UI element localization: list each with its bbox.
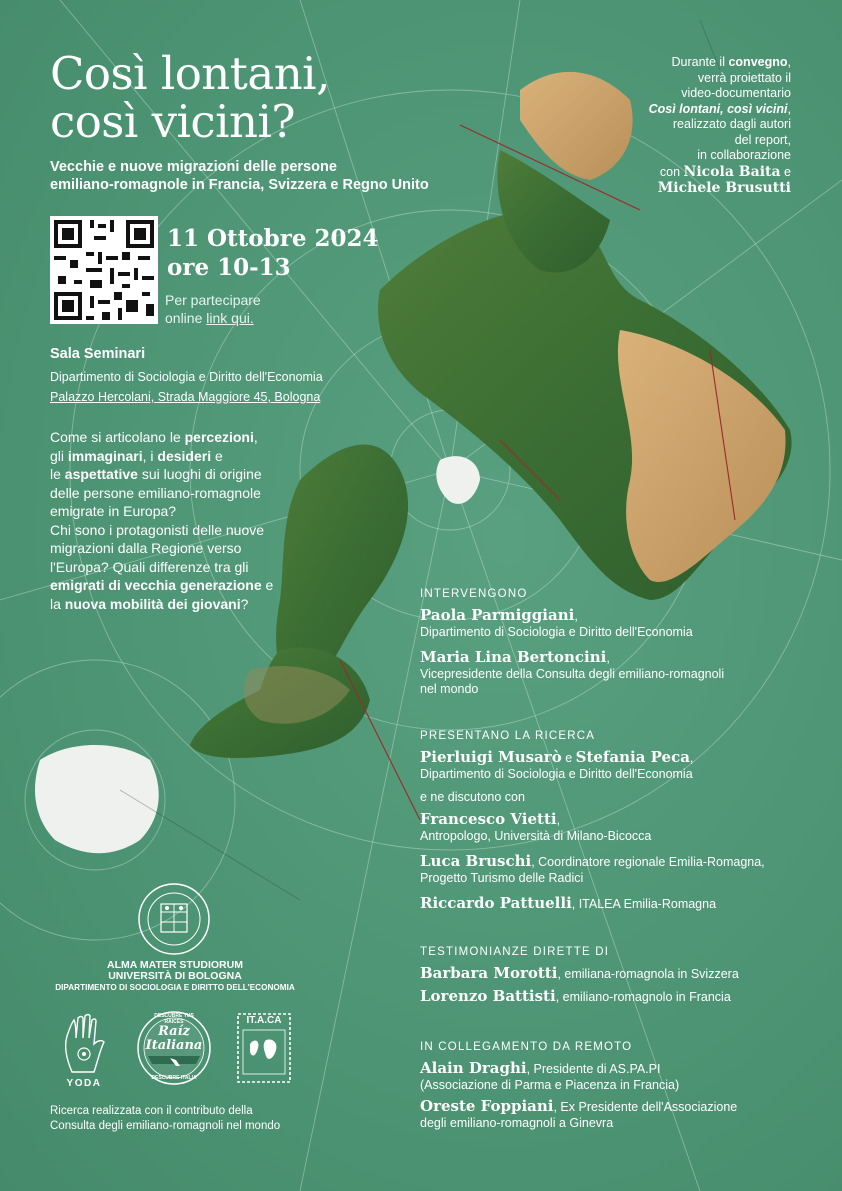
section-heading: INTERVENGONO — [420, 588, 528, 600]
online-text-2: online — [165, 310, 203, 326]
online-participation — [165, 291, 261, 327]
online-link[interactable]: link qui. — [206, 310, 254, 326]
page-title — [50, 47, 430, 148]
intro-text: Come si articolano le percezioni, gli immaginari, i desideri e le aspettative sui luoghi di origine delle persone emiliano-romagnole emigrate in Europa? Chi sono i protagonisti delle nuove migrazioni dalla Regione verso l'Europa? Quali differenze tra gli emigrati di vecchia generazione e la nuova mobilità dei giovani? — [50, 429, 274, 612]
event-time: ore 10-13 — [167, 254, 291, 281]
qr-code[interactable] — [50, 216, 158, 324]
section-heading: PRESENTANO LA RICERCA — [420, 730, 596, 742]
venue-department: Dipartimento di Sociologia e Diritto dell'Economia — [50, 370, 323, 384]
event-date-time — [167, 224, 379, 282]
speaker: Alain Draghi, Presidente di AS.PA.PI (Associazione di Parma e Piacenza in Francia) — [420, 1059, 680, 1092]
university-name: ALMA MATER STUDIORUM UNIVERSITÀ DI BOLOGNA DIPARTIMENTO DI SOCIOLOGIA E DIRITTO DELL'ECONOMIA — [55, 959, 295, 992]
research-credit: Ricerca realizzata con il contributo della Consulta degli emiliano-romagnoli nel mondo — [50, 1105, 281, 1132]
yoda-logo — [58, 1012, 110, 1076]
subtitle — [50, 158, 470, 194]
speaker: Maria Lina Bertoncini, Vicepresidente della Consulta degli emiliano-romagnoli nel mondo — [420, 648, 725, 696]
raiz-top-text: DESCUBRE TUS RAICES — [154, 1013, 194, 1025]
speaker: Barbara Morotti, emiliana-romagnola in Svizzera — [420, 964, 739, 982]
itaca-label: IT.A.CA — [246, 1015, 282, 1026]
university-seal-logo — [137, 882, 211, 956]
section-intervengono — [420, 588, 800, 705]
discussion-connector: e ne discutono con — [420, 790, 525, 804]
section-heading: TESTIMONIANZE DIRETTE DI — [420, 946, 610, 958]
venue-title: Sala Seminari — [50, 346, 146, 362]
raiz-bottom-text: DESCUBRE ITALIA — [151, 1075, 197, 1081]
title-line-1: Così lontani, — [50, 47, 330, 100]
italiana-label: Italiana — [145, 1038, 203, 1053]
documentary-note: Durante il convegno, verrà proiettato il video-documentario Così lontani, così vicini, realizzato dagli autori del report, in collaborazione con Nicola Baita e Michele Brusutti — [648, 55, 791, 196]
speaker: Riccardo Pattuelli, ITALEA Emilia-Romagna — [420, 894, 717, 912]
speaker: Luca Bruschi, Coordinatore regionale Emilia-Romagna, Progetto Turismo delle Radici — [420, 852, 765, 885]
speaker: Paola Parmiggiani, Dipartimento di Sociologia e Diritto dell'Economia — [420, 606, 693, 639]
subtitle-line-2: emiliano-romagnole in Francia, Svizzera e Regno Unito — [50, 177, 429, 193]
raiz-label: Raíz — [158, 1024, 190, 1039]
event-date: 11 Ottobre 2024 — [167, 225, 379, 252]
section-presentano — [420, 730, 800, 921]
speaker: Oreste Foppiani, Ex Presidente dell'Associazione degli emiliano-romagnoli a Ginevra — [420, 1097, 738, 1130]
section-remoto — [420, 1041, 800, 1139]
section-testimonianze — [420, 946, 800, 1014]
speaker: Pierluigi Musarò e Stefania Peca, Dipartimento di Sociologia e Diritto dell'Economia — [420, 748, 694, 781]
venue-address[interactable]: Palazzo Hercolani, Strada Maggiore 45, Bologna — [50, 390, 321, 404]
title-line-2: così vicini? — [50, 95, 295, 148]
speaker: Lorenzo Battisti, emiliano-romagnolo in Francia — [420, 987, 731, 1005]
subtitle-line-1: Vecchie e nuove migrazioni delle persone — [50, 159, 337, 175]
speaker: Francesco Vietti, Antropologo, Università di Milano-Bicocca — [420, 810, 652, 843]
section-heading: IN COLLEGAMENTO DA REMOTO — [420, 1041, 633, 1053]
online-text: Per partecipare — [165, 292, 261, 308]
yoda-label: YODA — [66, 1078, 102, 1089]
